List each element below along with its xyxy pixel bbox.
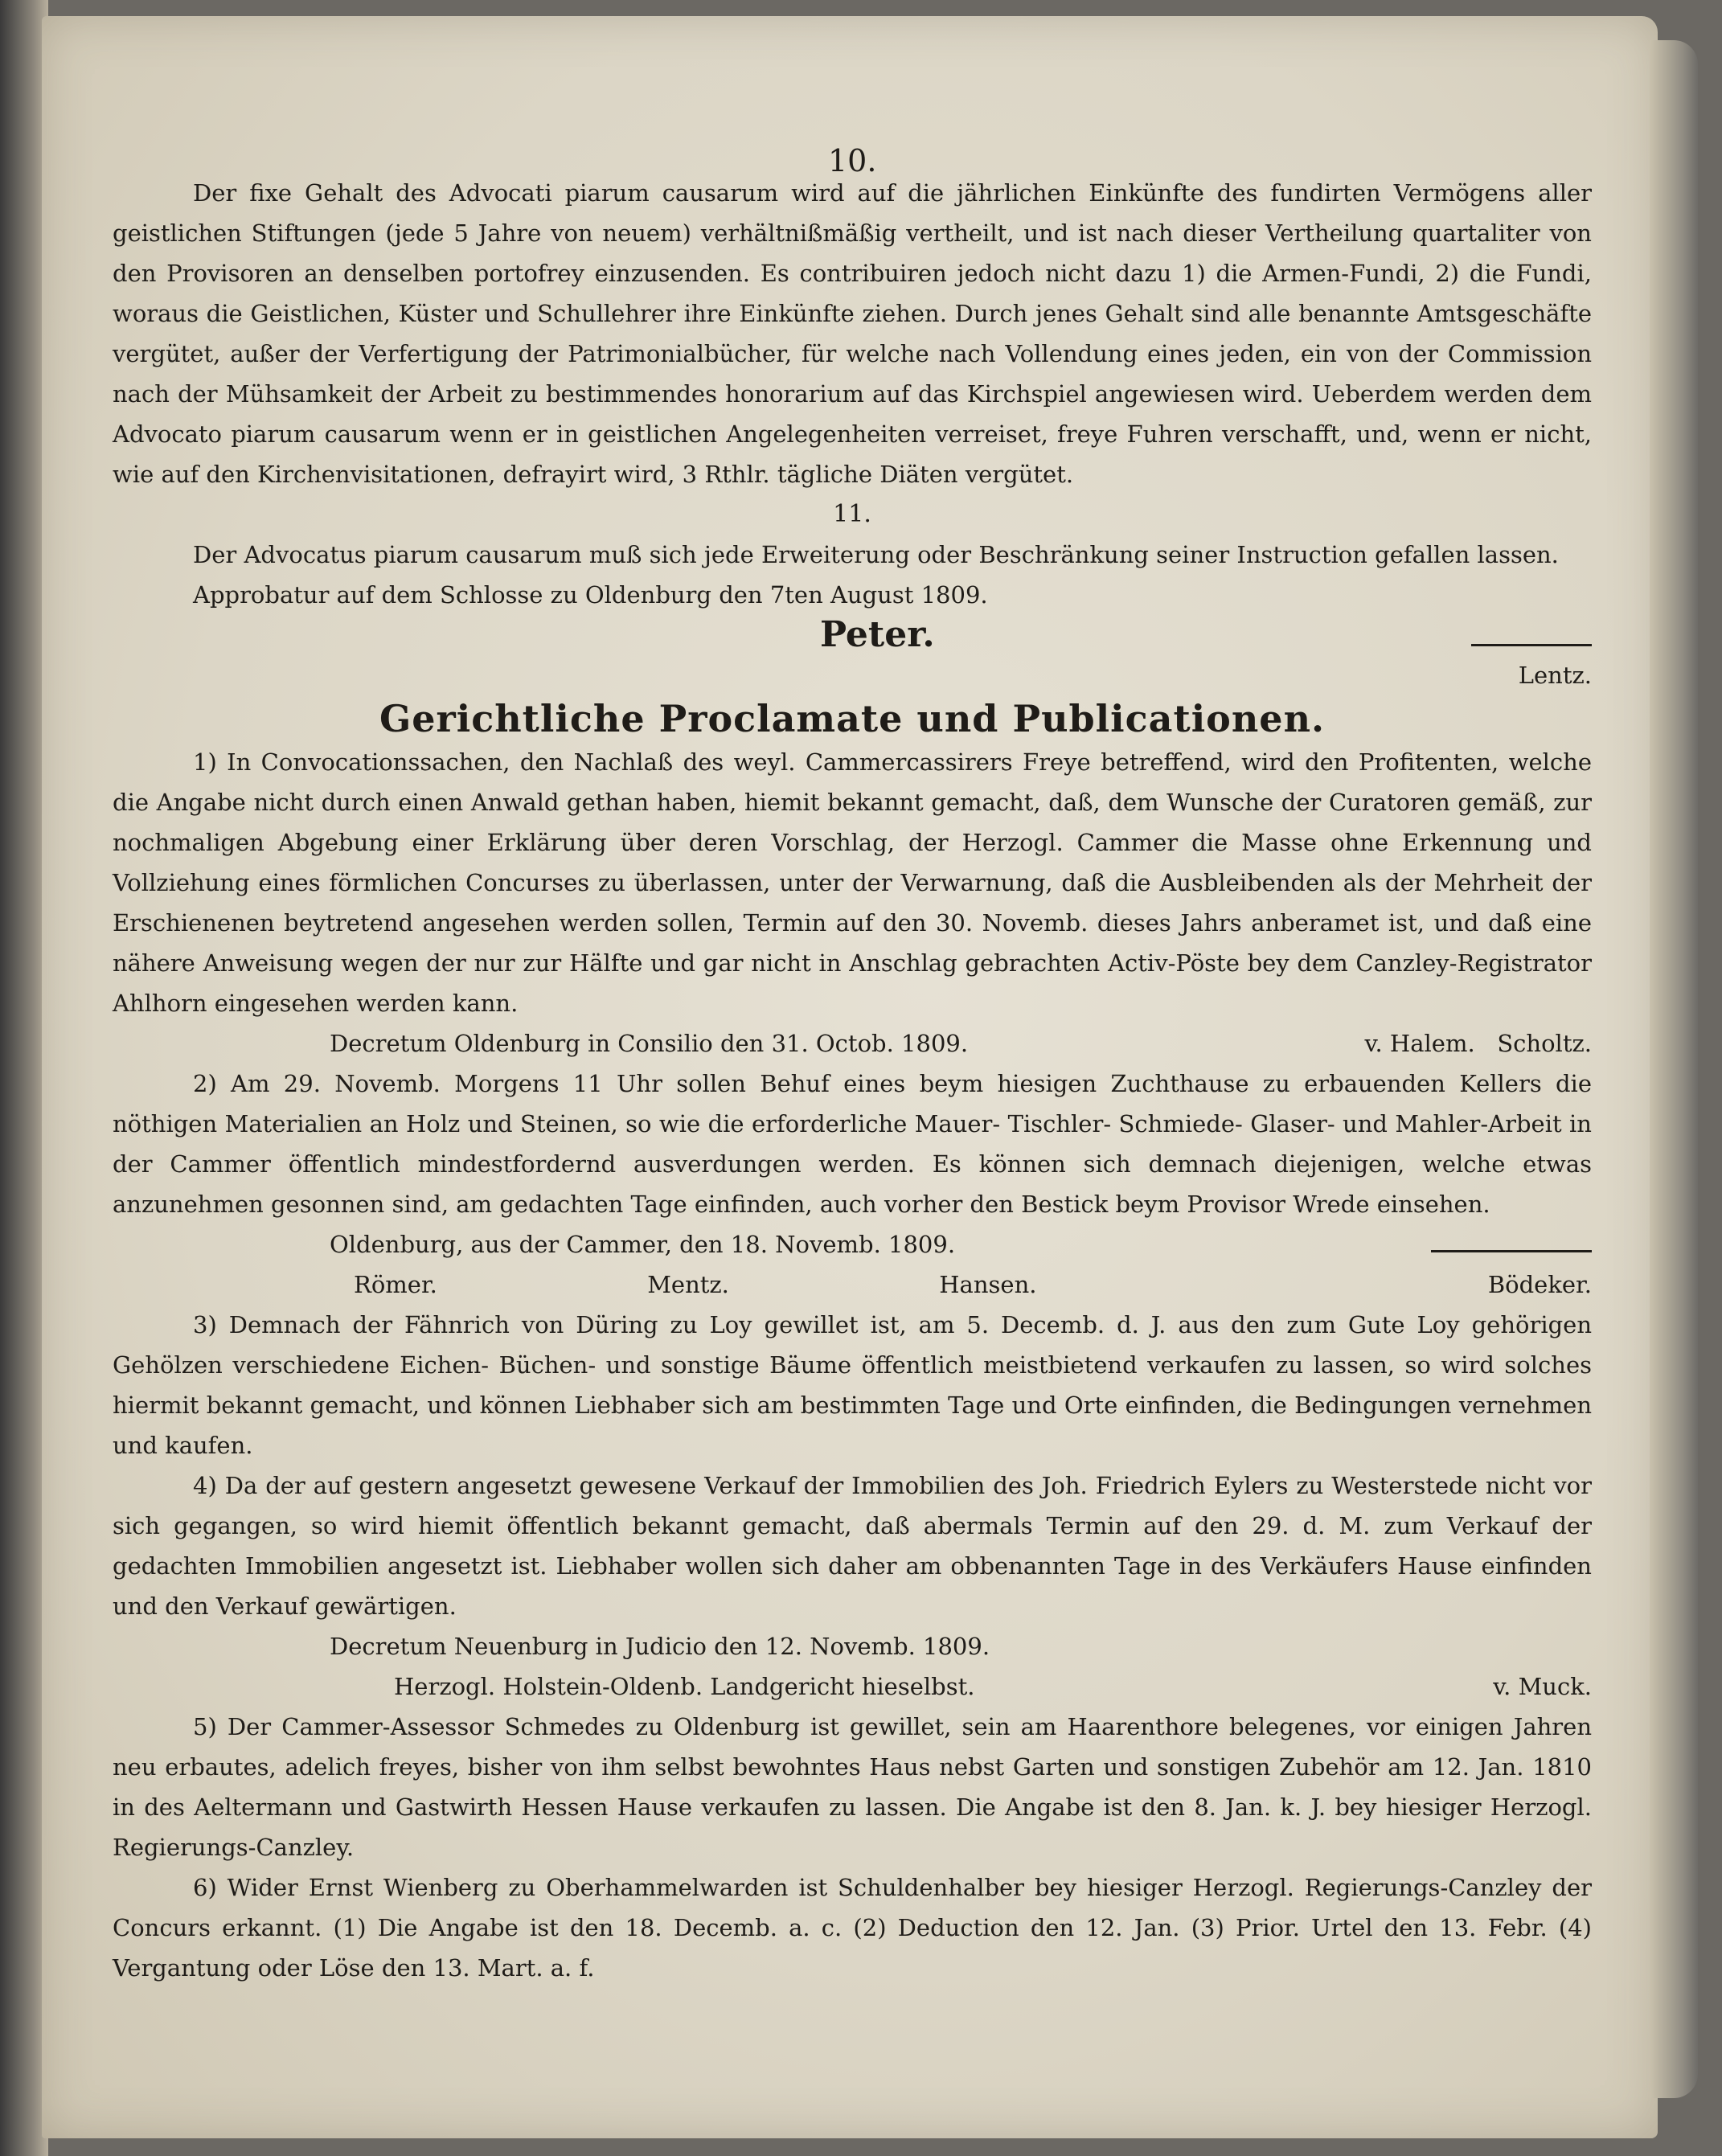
signature-peter: Peter.: [820, 614, 935, 655]
proclamation-1: 1) In Convocationssachen, den Nachlaß des weyl. Cammercassirers Freye betreffend, wird den Profitenten, welche die Angabe nicht durch einen Anwald gethan haben, hiemit bekannt gemacht, daß, dem Wunsche der Curatoren gemäß, zur nochmaligen Abgebung einer Erklärung über deren Vorschlag, der Herzogl. Cammer die Masse ohne Erkennung und Vollziehung eines förmlichen Concurses zu überlassen, unter der Verwarnung, daß die Ausbleibenden als der Mehrheit der Erschienenen beytretend angesehen werden sollen, Termin auf den 30. Novemb. dieses Jahrs anberamet ist, und daß eine nähere Anweisung wegen der nur zur Hälfte und gar nicht in Anschlag gebrachten Activ-Pöste bey dem Canzley-Registrator Ahlhorn eingesehen werden kann.: [113, 748, 1592, 1017]
proclamation-1-signers: v. Halem. Scholtz.: [1364, 1030, 1592, 1057]
proclamation-2: 2) Am 29. Novemb. Morgens 11 Uhr sollen Behuf eines beym hiesigen Zuchthause zu erbauenden Kellers die nöthigen Materialien an Holz und Steinen, so wie die erforderliche Mauer- Tischler- Schmiede- Glaser- und Mahler-Arbeit in der Cammer öffentlich mindestfordernd ausverdungen werden. Es können sich demnach diejenigen, welche etwas anzunehmen gesonnen sind, am gedachten Tage einfinden, auch vorher den Bestick beym Provisor Wrede einsehen.: [113, 1070, 1592, 1218]
signature-lentz: Lentz.: [1518, 662, 1592, 689]
signer-hansen: Hansen.: [939, 1271, 1037, 1298]
proclamation-4-court: Herzogl. Holstein-Oldenb. Landgericht hieselbst.: [394, 1673, 975, 1700]
proclamation-2-place: Oldenburg, aus der Cammer, den 18. Novemb. 1809.: [330, 1231, 956, 1258]
proclamation-4-signer: v. Muck.: [1493, 1673, 1592, 1700]
page-number: 10.: [828, 143, 877, 178]
section-number-11: 11.: [833, 500, 871, 528]
page-edge: [1650, 40, 1698, 2098]
proclamation-6: 6) Wider Ernst Wienberg zu Oberhammelwarden ist Schuldenhalber bey hiesiger Herzogl. Regierungs-Canzley der Concurs erkannt. (1) Die Angabe ist den 18. Decemb. a. c. (2) Deduction den 12. Jan. (3) Prior. Urtel den 13. Febr. (4) Vergantung oder Löse den 13. Mart. a. f.: [113, 1874, 1592, 1982]
approbatur-line: Approbatur auf dem Schlosse zu Oldenburg den 7ten August 1809.: [193, 581, 988, 609]
signer-mentz: Mentz.: [647, 1271, 729, 1298]
proclamation-5: 5) Der Cammer-Assessor Schmedes zu Oldenburg ist gewillet, sein am Haarenthore belegenes, vor einigen Jahren neu erbautes, adelich freyes, bisher von ihm selbst bewohntes Haus nebst Garten und sonstigen Zubehör am 12. Jan. 1810 in des Aeltermann und Gastwirth Hessen Hause verkaufen zu lassen. Die Angabe ist den 8. Jan. k. J. bey hiesiger Herzogl. Regierungs-Canzley.: [113, 1713, 1592, 1861]
paragraph-salary: Der fixe Gehalt des Advocati piarum causarum wird auf die jährlichen Einkünfte des fundirten Vermögens aller geistlichen Stiftungen (jede 5 Jahre von neuem) verhältnißmäßig vertheilt, und ist nach dieser Vertheilung quartaliter von den Provisoren an denselben portofrey einzusenden. Es contribuiren jedoch nicht dazu 1) die Armen-Fundi, 2) die Fundi, woraus die Geistlichen, Küster und Schullehrer ihre Einkünfte ziehen. Durch jenes Gehalt sind alle benannte Amtsgeschäfte vergütet, außer der Verfertigung der Patrimonialbücher, für welche nach Vollendung eines jeden, ein von der Commission nach der Mühsamkeit der Arbeit zu bestimmendes honorarium auf das Kirchspiel angewiesen wird. Ueberdem werden dem Advocato piarum causarum wenn er in geistlichen Angelegenheiten verreiset, freye Fuhren verschafft, und, wenn er nicht, wie auf den Kirchenvisitationen, defrayirt wird, 3 Rthlr. tägliche Diäten vergütet.: [113, 179, 1592, 488]
book-gutter: [0, 0, 48, 2156]
proclamation-1-footer: [113, 1023, 1592, 1064]
paragraph-11: Der Advocatus piarum causarum muß sich jede Erweiterung oder Beschränkung seiner Instruction gefallen lassen.: [193, 541, 1559, 568]
proclamation-1-decree: Decretum Oldenburg in Consilio den 31. Octob. 1809.: [330, 1030, 969, 1057]
proclamation-4-court-line: [113, 1666, 1592, 1707]
proclamation-2-signers: [113, 1264, 1592, 1305]
section-heading: Gerichtliche Proclamate und Publicationen.: [379, 697, 1326, 740]
signer-boedeker: Bödeker.: [1487, 1271, 1592, 1298]
signature-line-peter: [113, 615, 1592, 655]
proclamation-3: 3) Demnach der Fähnrich von Düring zu Loy gewillet ist, am 5. Decemb. d. J. aus den zum Gute Loy gehörigen Gehölzen verschiedene Eichen- Büchen- und sonstige Bäume öffentlich meistbietend verkaufen zu lassen, so wird solches hiermit bekannt gemacht, und können Liebhaber sich am bestimmten Tage und Orte einfinden, die Bedingungen vernehmen und kaufen.: [113, 1311, 1592, 1459]
page-text: [113, 173, 1592, 2054]
signature-dash: [1471, 644, 1592, 646]
proclamation-2-place-line: [113, 1224, 1592, 1264]
signer-roemer: Römer.: [354, 1271, 437, 1298]
proclamation-4-decree: Decretum Neuenburg in Judicio den 12. Novemb. 1809.: [330, 1633, 990, 1660]
proclamation-4: 4) Da der auf gestern angesetzt gewesene Verkauf der Immobilien des Joh. Friedrich Eylers zu Westerstede nicht vor sich gegangen, so wird hiemit öffentlich bekannt gemacht, daß abermals Termin auf den 29. d. M. zum Verkauf der gedachten Immobilien angesetzt ist. Liebhaber wollen sich daher am obbenannten Tage in des Verkäufers Hause einfinden und den Verkauf gewärtigen.: [113, 1472, 1592, 1620]
proclamation-2-dash: [1431, 1250, 1592, 1252]
